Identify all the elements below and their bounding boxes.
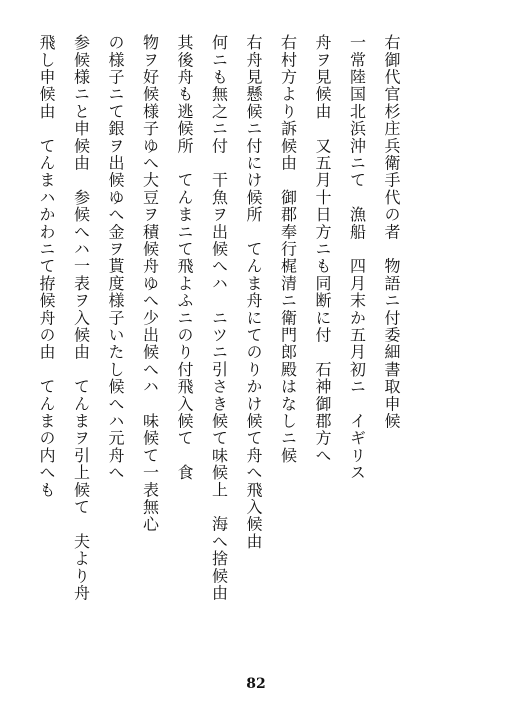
text-column: 右村方より訴候由 御郡奉行梶清ニ衛門郎殿はなしニ候	[278, 34, 298, 464]
text-column: 右舟見懸候ニ付にけ候所 てんま舟にてのりかけ候て舟へ飛入候由	[244, 34, 263, 550]
vertical-text-body	[29, 34, 409, 614]
text-column: の様子ニて銀ヲ出候ゆへ金ヲ貰度様子いたし候へハ元舟へ	[106, 34, 125, 482]
text-column: 其後舟も逃候所 てんまニて飛よふニのり付飛入候て 食	[175, 34, 194, 482]
text-column: 舟ヲ見候由 又五月十日方ニも同断に付 石神御郡方へ	[313, 34, 332, 464]
text-column: 飛し申候由 てんまハかわニて拵候舟の由 てんまの内へも	[37, 34, 56, 499]
text-column: 物ヲ好候様子ゆへ大豆ヲ積候舟ゆへ少出候へハ 味候て一表無心	[140, 34, 160, 533]
text-column: 何ニも無之ニ付 干魚ヲ出候へハ ニツニ引さき候て味候上 海へ捨候由	[209, 34, 229, 602]
text-column: 参候様ニと申候由 参候へハ一表ヲ入候由 てんまヲ引上候て 夫より舟	[71, 34, 91, 602]
page-number: 82	[246, 676, 266, 692]
text-column: 一常陸国北浜沖ニて 漁船 四月末か五月初ニ イギリス	[347, 34, 367, 482]
text-column: 右御代官杉庄兵衛手代の者 物語ニ付委細書取申候	[382, 34, 401, 430]
